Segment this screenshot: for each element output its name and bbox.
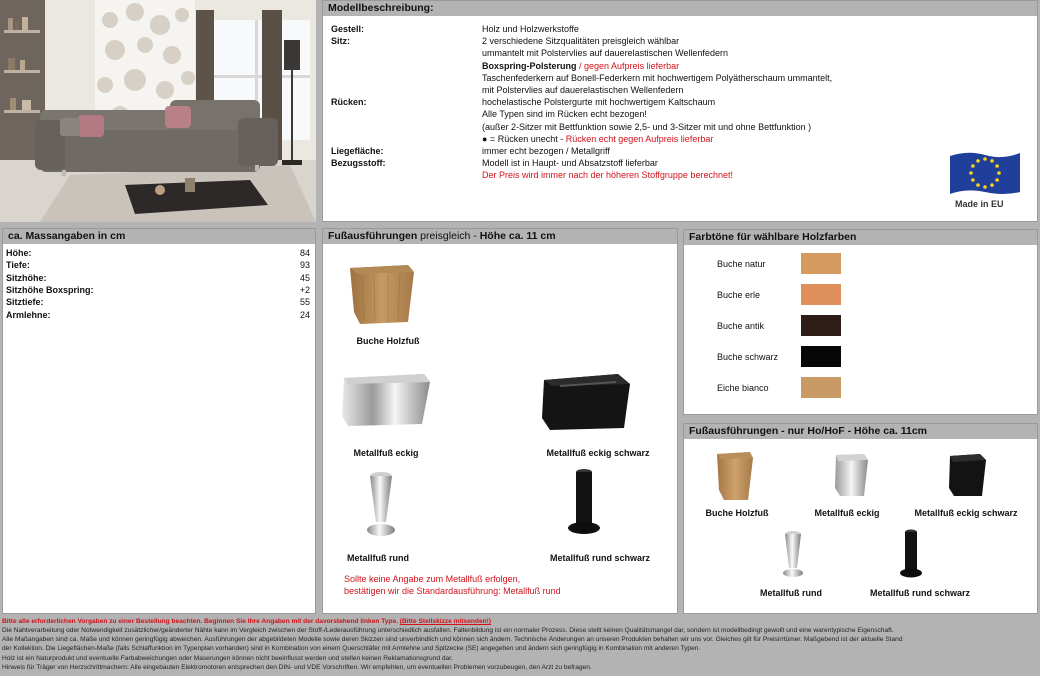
model-row-text: Der Preis wird immer nach der höheren Stoffgruppe berechnet!	[482, 170, 733, 181]
measurement-label: Sitzhöhe:	[6, 272, 47, 283]
footer-note-line: Alle Maßangaben sind ca. Maße und können geringfügig abweichen. Ausführungen der abgebildeten Modelle sowie deren Skizzen sind unverbindlich und können sich ändern. Technische Änderungen an unseren Produkten behalten wir uns vor. Gleiches gilt für Preisirrtümer. Maßgebend ist der aktuelle Stand	[2, 636, 903, 644]
feet-note-line-2: bestätigen wir die Standardausführung: Metallfuß rund	[344, 586, 561, 596]
model-row-line	[482, 97, 715, 107]
measurement-row	[6, 297, 310, 309]
model-row-text: Rücken echt gegen Aufpreis lieferbar	[565, 133, 714, 144]
footer-warning-text: Bitte alle erforderlichen Vorgaben zu einer Bestellung beachten. Beginnen Sie Ihre Angaben mit der davorstehend linken Type.	[2, 618, 398, 625]
feet-heading-bold: Fußausführungen	[328, 230, 418, 242]
model-row-line	[482, 122, 811, 132]
black-square-foot-image	[540, 370, 634, 434]
model-row-line	[482, 146, 610, 156]
footer-warning	[2, 618, 1038, 626]
model-row-line	[482, 61, 679, 71]
wood-color-label: Buche natur	[717, 259, 766, 269]
eu-flag-icon	[948, 150, 1022, 198]
metal-foot-square-image	[340, 370, 432, 430]
model-row-text: hochelastische Polstergurte mit hochwertigem Kaltschaum	[482, 97, 716, 108]
feet-ho-heading: Fußausführungen - nur Ho/HoF - Höhe ca. 11cm	[684, 424, 1037, 439]
wood-color-swatch	[801, 315, 841, 336]
feet-item-label: Metallfuß eckig schwarz	[546, 448, 650, 458]
wood-color-label: Eiche bianco	[717, 383, 769, 393]
measurement-row	[6, 310, 310, 322]
measurements-list	[0, 248, 316, 328]
black-round-foot-image	[896, 528, 926, 580]
measurement-value: 93	[299, 260, 310, 271]
feet-heading	[323, 229, 677, 244]
measurement-label: Tiefe:	[6, 260, 30, 271]
wood-color-label: Buche erle	[717, 290, 761, 300]
measurement-label: Höhe:	[6, 248, 32, 258]
measurements-heading: ca. Massangaben in cm	[3, 229, 315, 244]
wood-color-swatch	[801, 284, 841, 305]
feet-item-label: Metallfuß rund schwarz	[549, 553, 650, 563]
model-row-text: 2 verschiedene Sitzqualitäten preisgleich wählbar	[482, 36, 680, 47]
measurement-value: 84	[299, 248, 310, 258]
metal-foot-round-image	[778, 530, 808, 580]
model-row-text: Modell ist in Haupt- und Absatzstoff lieferbar	[482, 158, 658, 169]
wood-foot-image	[716, 450, 754, 502]
measurement-value: +2	[299, 284, 310, 295]
model-row-line	[482, 36, 679, 46]
wood-color-swatch	[801, 377, 841, 398]
model-row-text: ummantelt mit Polstervlies auf dauerelastischen Wellenfedern	[482, 48, 728, 59]
model-row-line	[482, 134, 713, 144]
model-row-text: Alle Typen sind im Rücken echt bezogen!	[482, 109, 647, 120]
feet-ho-item-label: Buche Holzfuß	[705, 508, 769, 518]
wood-colors-heading: Farbtöne für wählbare Holzfarben	[684, 230, 1037, 245]
footer-note-line: Die Nahtverarbeitung oder Notwendigkeit zusätzlicher/geänderter Nähte kann im Vergleich zwischen der Stoff-/Lederausführung unterschiedlich ausfallen. Faltenbildung ist ein normaler Prozess. Diese stellt keinen Qualitätsmangel dar, sondern ist modellbedingt gewollt und eine warentypische Eigenschaft.	[2, 627, 894, 634]
model-row-line	[482, 85, 683, 95]
feet-note-line-1: Sollte keine Angabe zum Metallfuß erfolgen,	[344, 574, 521, 584]
measurement-row	[6, 285, 310, 297]
measurement-value: 45	[299, 272, 310, 283]
feet-heading-thin: preisgleich -	[417, 230, 480, 242]
footer-note-line: Holz ist ein Naturprodukt und eventuelle Farbabweichungen oder Maserungen können nicht beeinflusst werden und stellen keinen Reklamationsgrund dar.	[2, 654, 453, 662]
model-row-text: mit Polstervlies auf dauerelastischen Wellenfedern	[482, 85, 684, 95]
measurement-value: 24	[299, 309, 310, 320]
model-row-label: Liegefläche:	[331, 146, 384, 156]
model-row-text: Boxspring-Polsterung	[482, 60, 577, 71]
model-row-line	[482, 73, 832, 83]
measurement-value: 55	[299, 297, 310, 308]
model-row-text: immer echt bezogen / Metallgriff	[482, 146, 610, 156]
black-square-foot-image	[948, 452, 988, 498]
model-row-line	[482, 109, 647, 119]
feet-item-label: Buche Holzfuß	[356, 336, 420, 346]
model-row-text: / gegen Aufpreis lieferbar	[576, 60, 680, 71]
feet-heading-height: Höhe ca. 11 cm	[479, 230, 556, 242]
model-row-label: Bezugsstoff:	[331, 158, 386, 169]
measurement-row	[6, 273, 310, 285]
metal-foot-square-image	[834, 452, 870, 498]
made-in-eu-label: Made in EU	[955, 199, 1004, 209]
footer-warning-sketch: (Bitte Stellskizze mitsenden!)	[399, 618, 492, 625]
feet-ho-item-label: Metallfuß eckig	[814, 508, 880, 518]
model-row-label: Gestell:	[331, 24, 365, 34]
wood-foot-image	[348, 262, 418, 326]
black-round-foot-image	[562, 466, 606, 536]
measurement-label: Sitzhöhe Boxspring:	[6, 284, 94, 295]
model-row-line	[482, 158, 658, 168]
footer-note-line: Hinweis für Träger von Herzschrittmachern: Alle eingebauten Elektromotoren entsprechen den DIN- und VDE Vorschriften. Wir empfehlen, um eventuellen Problemen vorzubeugen, den Arzt zu befragen.	[2, 663, 592, 671]
model-row-line	[482, 170, 733, 180]
model-row-text: (außer 2-Sitzer mit Bettfunktion sowie 2,5- und 3-Sitzer mit und ohne Bettfunktion )	[482, 121, 812, 132]
feet-item-label: Metallfuß rund	[347, 553, 409, 563]
feet-item-label: Metallfuß eckig	[353, 448, 419, 458]
product-photo	[0, 0, 316, 222]
wood-color-swatch	[801, 346, 841, 367]
feet-ho-item-label: Metallfuß rund schwarz	[869, 588, 970, 598]
wood-color-label: Buche schwarz	[717, 352, 779, 362]
model-row-label: Rücken:	[331, 97, 367, 108]
feet-ho-item-label: Metallfuß eckig schwarz	[914, 508, 1018, 518]
measurement-row	[6, 260, 310, 272]
wood-colors-list	[683, 245, 1038, 415]
model-row-line	[482, 24, 579, 34]
footer-note-line: der Kollektion. Die Liegeflächen-Maße (falls Schlaffunktion im Typenplan vorhanden) sind in Kombination von einem Querschläfer mit Armlehne und Spitzecke (SE) angegeben und ändern sich geringfügig in Kombination mit anderen Typen.	[2, 645, 701, 653]
feet-ho-item-label: Metallfuß rund	[760, 588, 822, 598]
model-row-label: Sitz:	[331, 36, 350, 47]
model-row-text: ● = Rücken unecht -	[482, 133, 566, 144]
model-row-line	[482, 48, 728, 58]
measurement-row	[6, 248, 310, 260]
wood-color-swatch	[801, 253, 841, 274]
model-description-panel	[322, 0, 1038, 222]
metal-foot-round-image	[360, 470, 402, 542]
measurement-label: Armlehne:	[6, 309, 51, 320]
model-row-text: Holz und Holzwerkstoffe	[482, 24, 579, 34]
model-description-heading: Modellbeschreibung:	[323, 1, 1037, 16]
wood-color-label: Buche antik	[717, 321, 765, 331]
measurement-label: Sitztiefe:	[6, 297, 44, 308]
model-row-text: Taschenfederkern auf Bonell-Federkern mit hochwertigem Polyätherschaum ummantelt,	[482, 72, 833, 83]
